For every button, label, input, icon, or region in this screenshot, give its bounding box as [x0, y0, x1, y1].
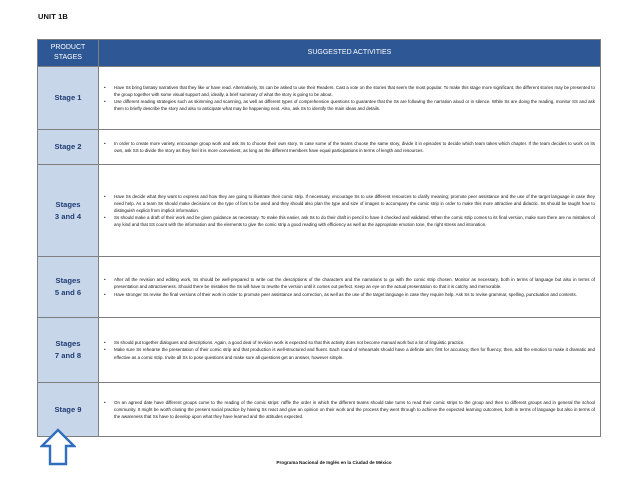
- product-stages-header-line1: PRODUCT: [50, 44, 86, 51]
- stage-cell: [38, 67, 99, 130]
- home-arrow-shape: [42, 430, 74, 464]
- activities-cell: [99, 257, 601, 318]
- table-row: [38, 165, 601, 257]
- activities-cell: [99, 383, 601, 437]
- activity-bullet: • Ss should put together dialogues and descriptions. Again, a good deal of revision work is expected so that this activity does not become manual work but a lot of linguistic practice.: [103, 339, 595, 346]
- activity-bullet: • After all the revision and editing work, Ss should be well-prepared to write out the descriptions of the characters and the narrations to go with the comic strip chosen. Monitor as necessary, both in terms of language but also in terms of presentation and attractiveness. Should there be mistakes the Ss will have to rewrite the version until it comes out perfect. Keep an eye on the actual presentation so that it is catchy and memorable.: [103, 276, 595, 290]
- stage-label: Stages: [55, 339, 81, 348]
- suggested-activities-header: SUGGESTED ACTIVITIES: [99, 40, 601, 67]
- stage-label: Stages: [55, 276, 81, 285]
- product-stages-header-line2: STAGES: [54, 54, 82, 61]
- stage-label: Stage 9: [54, 404, 82, 414]
- activities-cell: [99, 318, 601, 383]
- stage-cell: [38, 130, 99, 165]
- table-row: [38, 318, 601, 383]
- activities-cell: [99, 67, 601, 130]
- unit-title: UNIT 1B: [38, 12, 68, 21]
- table-row: [38, 383, 601, 437]
- stage-cell: [38, 318, 99, 383]
- stage-sublabel: 5 and 6: [54, 288, 82, 297]
- activity-bullet: • In order to create more variety, encourage group work and ask Ss to choose their own story. In case some of the teams choose the same story, divide it in episodes to decide which team takes which chapter. If the team decides to work on its own, ask SS to divide the story as they feel it is more convenient, as long as the different members have equal participations in terms of length and resources.: [103, 140, 595, 154]
- stage-cell: [38, 257, 99, 318]
- stage-label: Stages: [55, 199, 81, 209]
- table-row: [38, 67, 601, 130]
- activity-bullet: • Make sure Ss rehearse the presentation of their comic strip and that production is well-structured and fluent. Each round of rehearsals should have a definite aim: first for accuracy, then for fluency; then, add the emotion to make it dramatic and effective as a comic strip. Invite all Ss to pose questions and make sure all questions get an answer, however simple.: [103, 346, 595, 360]
- stage-cell: [38, 165, 99, 257]
- activities-cell: [99, 130, 601, 165]
- stage-sublabel: 3 and 4: [54, 211, 82, 221]
- footer-program-name: Programa Nacional de Inglés en la Ciudad de México: [276, 460, 392, 465]
- activity-bullet: • Have stronger Ss revise the final versions of their work in order to promote peer assistance and correction, as well as the use of the target language in case they require help. Ask Ss to revise grammar, spelling, punctuation and contents.: [103, 291, 595, 298]
- activities-cell: [99, 165, 601, 257]
- product-stages-header: [38, 40, 99, 67]
- activity-bullet: • Have Ss bring fantasy narratives that they like or have read. Alternatively, Ss can be asked to use their Readers. Cast a vote on the stories that seem the most popular. To make this stage more significant, the different stories may be presented to the group together with some visual support and, ideally, a brief summary of what the story is going to be about.: [103, 84, 595, 98]
- stage-sublabel: 7 and 8: [54, 351, 82, 360]
- table-header-row: [38, 40, 601, 67]
- stage-label: Stage 1: [54, 93, 82, 102]
- activity-bullet: • Ss should make a draft of their work and be given guidance as necessary. To make this easier, ask Ss to do their draft in pencil to have it checked and validated. When the comic strip comes to its final version, make sure there are no mistakes of any kind and that SS count with the information and the elements to give the comic strip a good reading with efficiency as well as the appropriate emotion tone, the right stress and intonation.: [103, 214, 595, 228]
- activity-bullet: • Have Ss decide what they want to express and how they are going to illustrate their comic strip. If necessary, encourage Ss to use different resources to clarify meaning; promote peer assistance and the use of the target language in case they need help. As a team Ss should make decisions on the type of font to be used and they should also plan the type and size of images to accompany the comic strip in order to make this more attractive and didactic. Ss should be taught how to distinguish explicit from implicit information.: [103, 193, 595, 214]
- activity-bullet: • Use different reading strategies such as skimming and scanning, as well as different types of comprehension questions to guarantee that the Ss are following the narration aloud or in silence. While Ss are doing the reading, monitor SS and ask them to briefly describe the story and also to anticipate what may be happening next. Also, ask Ss to identify the main ideas and details.: [103, 98, 595, 112]
- stage-label: Stage 2: [54, 142, 82, 151]
- table-row: [38, 130, 601, 165]
- activity-bullet: • On an agreed date have different groups come to the reading of the comic strips: raffle the order in which the different teams should take turns to read their comic strips to the group and then to different groups and in general the school community. It might be worth closing the present social practice by having Ss react and give an opinion on their work and the process they went through to achieve the expected learning outcomes, both in terms of language but also in terms of the awareness that Ss have to develop upon what they have learned and the attitudes expected.: [103, 399, 595, 420]
- table-row: [38, 257, 601, 318]
- activities-table: [37, 39, 601, 437]
